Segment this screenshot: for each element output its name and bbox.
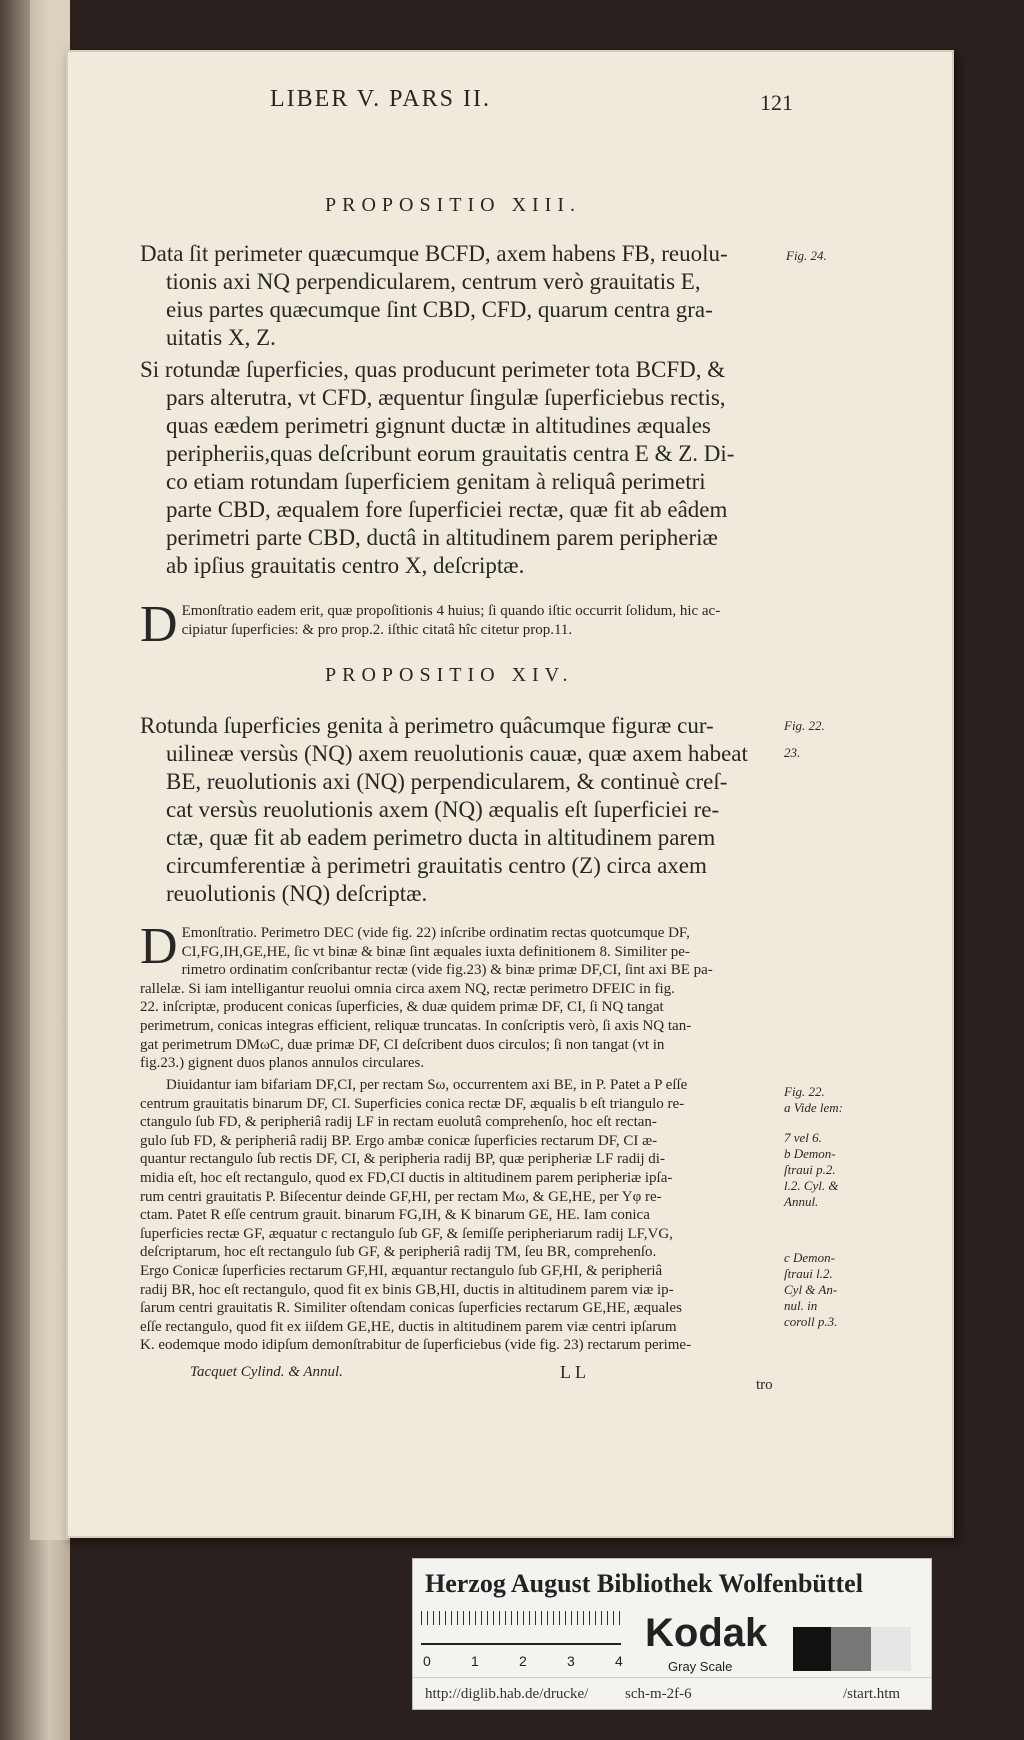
text-line: tionis axi NQ perpendicularem, centrum verò grauitatis E, bbox=[166, 269, 701, 294]
catchword: tro bbox=[756, 1377, 773, 1393]
margin-note: ſtraui l.2. bbox=[784, 1266, 833, 1281]
text-line: ab ipſius grauitatis centro X, deſcriptæ. bbox=[166, 553, 525, 578]
text-line: Emonſtratio. Perimetro DEC (vide fig. 22) inſcribe ordinatim rectas quotcumque DF, bbox=[181, 925, 690, 941]
text-line: rum centri grauitatis P. Biſecentur deinde GF,HI, per rectam Mω, & GE,HE, per Yφ re- bbox=[140, 1188, 662, 1205]
text-line: 22. inſcriptæ, producent conicas ſuperficies, & duæ quidem primæ DF, CI, ſi NQ tangat bbox=[140, 999, 664, 1016]
text-line: ctæ, quæ fit ab eadem perimetro ducta in altitudinem parem bbox=[166, 825, 716, 850]
margin-notes-lower bbox=[784, 1084, 854, 1330]
text-line: K. eodemque modo idipſum demonſtrabitur de ſuperficiebus (vide fig. 23) rectarum perime- bbox=[140, 1337, 692, 1354]
url-bar bbox=[413, 1677, 931, 1710]
text-line: fig.23.) gignent duos planos annulos circulares. bbox=[140, 1055, 425, 1072]
margin-note: b Demon- bbox=[784, 1146, 836, 1161]
text-line: BE, reuolutionis axi (NQ) perpendicularem, & continuè creſ- bbox=[166, 769, 728, 794]
text-line: cipiatur ſuperficies: & pro prop.2. iſthic citatâ hîc citetur prop.11. bbox=[181, 621, 573, 638]
text-line: Diuidantur iam bifariam DF,CI, per rectam Sω, occurrentem axi BE, in P. Patet a P eſſe bbox=[166, 1077, 688, 1093]
text-line: midia eſt, hoc eſt rectangulo, quod ex FD,CI ductis in altitudinem parem peripheriæ ipſa- bbox=[140, 1169, 673, 1186]
ruler-number: 0 bbox=[423, 1653, 431, 1669]
margin-note: coroll p.3. bbox=[784, 1314, 838, 1329]
text-line: eſſe rectangulo, quod fit ex iiſdem GE,HE, ductis in altitudinem parem viæ centri ipſarum bbox=[140, 1318, 677, 1335]
text-line: reuolutionis (NQ) deſcriptæ. bbox=[166, 881, 428, 906]
running-title-footer: Tacquet Cylind. & Annul. bbox=[190, 1364, 343, 1380]
text-line: eius partes quæcumque ſint CBD, CFD, quarum centra gra- bbox=[166, 297, 713, 322]
white-swatch bbox=[871, 1627, 911, 1671]
text-line: perimetri parte CBD, ductâ in altitudinem parem peripheriæ bbox=[166, 525, 718, 550]
margin-note: nul. in bbox=[784, 1298, 818, 1313]
text-line: gat perimetrum DMωC, duæ primæ DF, CI deſcribent duos circulos; ſi non tangat (vt in bbox=[140, 1036, 665, 1053]
text-line: ſuperficies rectæ GF, æquatur c rectangulo ſub GF, & ſemiſſe peripheriarum radij LF,VG, bbox=[140, 1225, 673, 1242]
prop13-title: PROPOSITIO XIII. bbox=[325, 194, 581, 216]
text-line: Emonſtratio eadem erit, quæ propoſitionis 4 huius; ſi quando iſtic occurrit ſolidum, hic ac- bbox=[181, 603, 721, 619]
text-line: circumferentiæ à perimetri grauitatis centro (Z) circa axem bbox=[166, 853, 707, 878]
prop14-statement bbox=[140, 712, 780, 908]
margin-note: l.2. Cyl. & bbox=[784, 1178, 839, 1193]
text-line: perimetrum, conicas integras efficient, reliquæ truncatas. In conſcriptis verò, ſi axis NQ tan- bbox=[140, 1017, 692, 1034]
margin-note: ſtraui p.2. bbox=[784, 1162, 836, 1177]
text-line: ctam. Patet R eſſe centrum grauit. binarum FG,IH, & K binarum GE, HE. Iam conica bbox=[140, 1207, 650, 1224]
text-line: ctangulo ſub FD, & peripheriâ radij LF in rectam euolutâ comprehenſo, hoc eſt rectan- bbox=[140, 1114, 657, 1131]
text-line: Si rotundæ ſuperficies, quas producunt perimeter tota BCFD, & bbox=[140, 357, 726, 382]
ruler-scale bbox=[421, 1611, 621, 1645]
ruler-number: 2 bbox=[519, 1653, 527, 1669]
text-line: cat versùs reuolutionis axem (NQ) æqualis eſt ſuperficiei re- bbox=[166, 797, 720, 822]
gray-scale-label: Gray Scale bbox=[668, 1659, 733, 1674]
text-line: uitatis X, Z. bbox=[166, 325, 276, 350]
prop14-title: PROPOSITIO XIV. bbox=[325, 664, 574, 686]
margin-note: Fig. 22. bbox=[784, 718, 825, 733]
url-part: /start.htm bbox=[843, 1686, 901, 1702]
margin-note: a Vide lem: bbox=[784, 1100, 843, 1115]
text-line: deſcriptarum, hoc eſt rectangulo ſub GF, & peripheriâ radij TM, ſeu BR, comprehenſo. bbox=[140, 1244, 657, 1261]
prop14-demonstration bbox=[140, 918, 790, 1073]
text-line: Rotunda ſuperficies genita à perimetro quâcumque figuræ cur- bbox=[140, 713, 714, 738]
text-line: CI,FG,IH,GE,HE, ſic vt binæ & binæ ſint æquales iuxta definitionem 8. Similiter pe- bbox=[181, 943, 690, 960]
margin-note: Annul. bbox=[784, 1194, 819, 1209]
margin-note: Fig. 22. bbox=[784, 1084, 825, 1099]
margin-note: Fig. 24. bbox=[786, 248, 827, 263]
prop13-statement bbox=[140, 240, 780, 352]
text-line: parte CBD, æqualem fore ſuperficiei rectæ, quæ fit ab eâdem bbox=[166, 497, 728, 522]
text-line: Ergo Conicæ ſuperficies rectarum GF,HI, æquantur rectangulo ſub GF,HI, & peripheriâ bbox=[140, 1262, 663, 1279]
kodak-logo: Kodak bbox=[645, 1611, 768, 1655]
ruler-number: 4 bbox=[615, 1653, 623, 1669]
ruler-number: 3 bbox=[567, 1653, 575, 1669]
drop-cap: D bbox=[140, 918, 178, 975]
kodak-gray-scale-target bbox=[412, 1558, 932, 1710]
url-part: http://diglib.hab.de/drucke/ bbox=[425, 1686, 589, 1702]
text-line: centrum grauitatis binarum DF, CI. Superficies conica rectæ DF, æqualis b eſt triangulo re- bbox=[140, 1095, 685, 1112]
text-line: Data ſit perimeter quæcumque BCFD, axem habens FB, reuolu- bbox=[140, 241, 728, 266]
signature-mark: LL bbox=[560, 1362, 590, 1382]
prop13-demonstration bbox=[140, 596, 790, 653]
library-name: Herzog August Bibliothek Wolfenbüttel bbox=[425, 1569, 863, 1598]
margin-note: Cyl & An- bbox=[784, 1282, 838, 1297]
prop14-demonstration-2 bbox=[140, 1076, 780, 1355]
prop13-statement-2 bbox=[140, 356, 780, 580]
text-line: pars alterutra, vt CFD, æquentur ſingulæ ſuperficiebus rectis, bbox=[166, 385, 726, 410]
margin-note: 7 vel 6. bbox=[784, 1130, 822, 1145]
text-line: peripheriis,quas deſcribunt eorum grauitatis centra E & Z. Di- bbox=[166, 441, 735, 466]
gray-swatch bbox=[831, 1627, 871, 1671]
left-page-shadow bbox=[30, 0, 70, 1540]
margin-note: c Demon- bbox=[784, 1250, 835, 1265]
running-head: LIBER V. PARS II. bbox=[270, 86, 491, 112]
black-swatch bbox=[793, 1627, 831, 1671]
ruler-number: 1 bbox=[471, 1653, 479, 1669]
drop-cap: D bbox=[140, 596, 178, 653]
page-number: 121 bbox=[760, 90, 793, 115]
text-line: co etiam rotundam ſuperficiem genitam à reliquâ perimetri bbox=[166, 469, 706, 494]
text-line: rallelæ. Si iam intelligantur reuolui omnia circa axem NQ, rectæ perimetro DFEIC in fig. bbox=[140, 980, 675, 997]
text-line: radij BR, hoc eſt rectangulo, quod fit ex binis GB,HI, ductis in altitudinem parem viæ ip- bbox=[140, 1281, 674, 1298]
margin-note: 23. bbox=[784, 745, 801, 760]
text-line: ſarum centri grauitatis R. Similiter oſtendam conicas ſuperficies rectarum GE,HE, æquales bbox=[140, 1300, 682, 1317]
text-line: uilineæ versùs (NQ) axem reuolutionis cauæ, quæ axem habeat bbox=[166, 741, 748, 766]
text-line: rimetro ordinatim conſcribantur rectæ (vide fig.23) & binæ primæ DF,CI, ſint axi BE pa- bbox=[181, 962, 713, 979]
text-line: quantur rectangulo ſub rectis DF, CI, & peripheria radij BP, quæ peripheriæ LF radij di- bbox=[140, 1151, 665, 1168]
text-line: gulo ſub FD, & peripheriâ radij BP. Ergo ambæ conicæ ſuperficies rectarum DF, CI æ- bbox=[140, 1132, 658, 1149]
text-line: quas eædem perimetri gignunt ductæ in altitudines æquales bbox=[166, 413, 711, 438]
url-part: sch-m-2f-6 bbox=[625, 1686, 692, 1702]
